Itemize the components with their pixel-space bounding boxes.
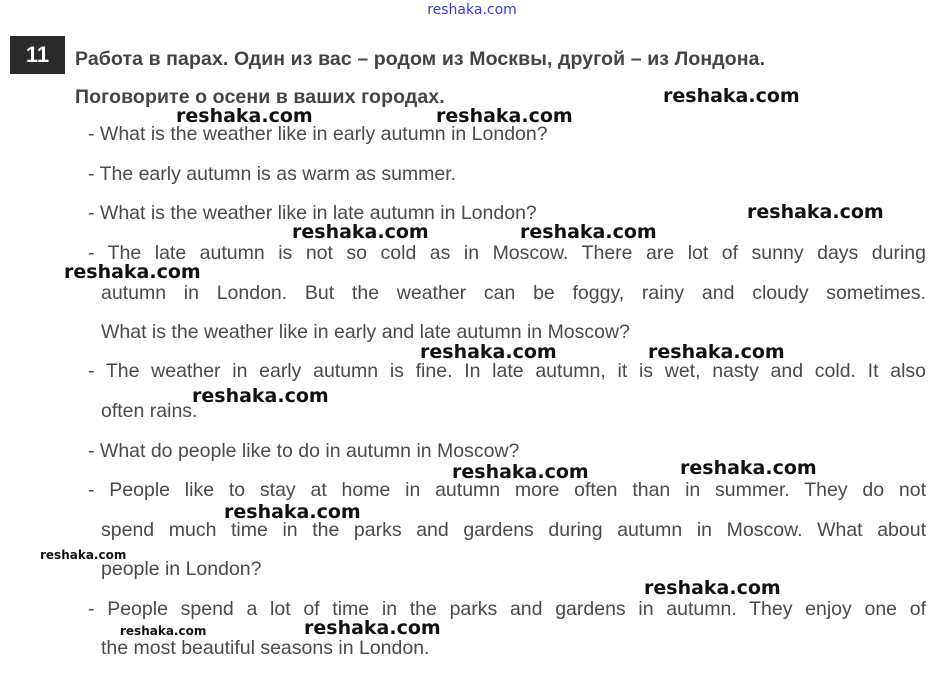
top-watermark: reshaka.com — [427, 2, 517, 18]
watermark: reshaka.com — [176, 105, 313, 127]
watermark: reshaka.com — [192, 385, 329, 407]
watermark: reshaka.com — [436, 105, 573, 127]
dialogue-line: spend much time in the parks and gardens during autumn in Moscow. What about — [101, 519, 926, 541]
watermark: reshaka.com — [520, 221, 657, 243]
dialogue-line: - What is the weather like in late autumn in London? — [88, 202, 537, 224]
watermark: reshaka.com — [64, 261, 201, 283]
task-instruction-line-2: Поговорите о осени в ваших городах. — [75, 86, 445, 108]
dialogue-line: people in London? — [101, 558, 262, 580]
dialogue-line: What is the weather like in early and late autumn in Moscow? — [101, 321, 630, 343]
task-instruction — [75, 40, 935, 115]
watermark: reshaka.com — [40, 548, 127, 562]
watermark: reshaka.com — [292, 221, 429, 243]
dialogue-line: - People like to stay at home in autumn more often than in summer. They do not — [88, 479, 926, 501]
watermark: reshaka.com — [663, 85, 800, 107]
task-number-badge: 11 — [10, 36, 65, 74]
watermark: reshaka.com — [747, 201, 884, 223]
dialogue-line: - The late autumn is not so cold as in Moscow. There are lot of sunny days during — [88, 242, 926, 264]
dialogue-line: - The early autumn is as warm as summer. — [88, 163, 457, 185]
dialogue-line: - What do people like to do in autumn in Moscow? — [88, 440, 520, 462]
dialogue-line: - What is the weather like in early autumn in London? — [88, 123, 548, 145]
watermark: reshaka.com — [304, 617, 441, 639]
task-instruction-line-1: Работа в парах. Один из вас – родом из Москвы, другой – из Лондона. — [75, 48, 766, 70]
watermark: reshaka.com — [420, 341, 557, 363]
watermark: reshaka.com — [648, 341, 785, 363]
dialogue-line: often rains. — [101, 400, 198, 422]
dialogue-line: - The weather in early autumn is fine. In late autumn, it is wet, nasty and cold. It also — [88, 360, 926, 382]
dialogue-line: the most beautiful seasons in London. — [101, 637, 430, 659]
dialogue-line: autumn in London. But the weather can be foggy, rainy and cloudy sometimes. — [101, 282, 926, 304]
watermark: reshaka.com — [120, 624, 207, 638]
dialogue-line: - People spend a lot of time in the parks and gardens in autumn. They enjoy one of — [88, 598, 926, 620]
watermark: reshaka.com — [224, 501, 361, 523]
watermark: reshaka.com — [452, 461, 589, 483]
watermark: reshaka.com — [644, 577, 781, 599]
watermark: reshaka.com — [680, 457, 817, 479]
